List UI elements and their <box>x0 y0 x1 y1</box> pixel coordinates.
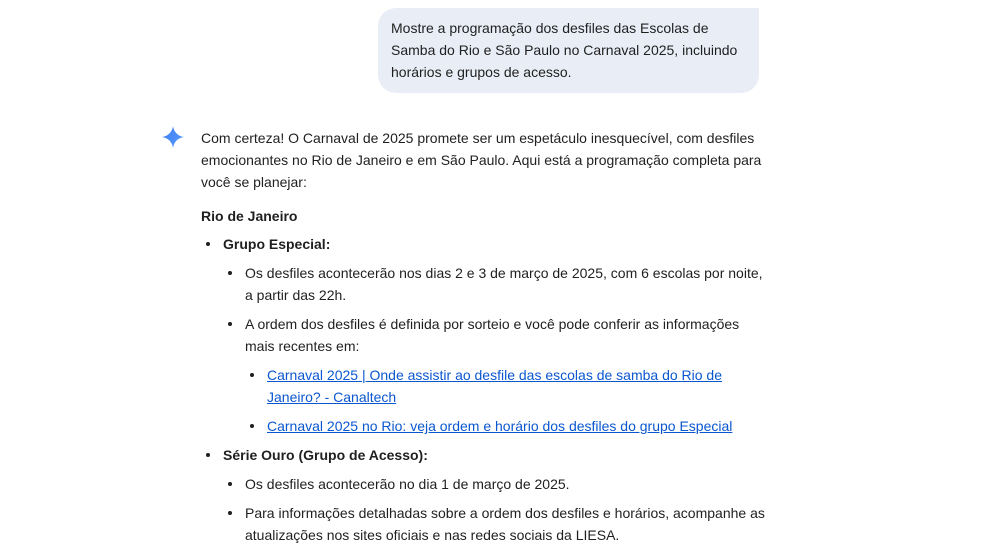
section-heading-rio: Rio de Janeiro <box>201 208 298 224</box>
group-label: Série Ouro (Grupo de Acesso): <box>223 447 428 463</box>
list-item <box>223 502 771 546</box>
group-item-serie-ouro <box>201 444 771 546</box>
groups-list <box>201 233 771 546</box>
list-item <box>223 313 771 437</box>
group-label: Grupo Especial: <box>223 236 331 252</box>
link-item <box>245 415 771 437</box>
list-item-text: Os desfiles acontecerão no dia 1 de março de 2025. <box>245 476 570 492</box>
links-list <box>245 364 771 437</box>
user-message-text: Mostre a programação dos desfiles das Escolas de Samba do Rio e São Paulo no Carnaval 2025, incluindo horários e grupos de acesso. <box>391 20 738 80</box>
group-details-list <box>223 262 771 437</box>
group-details-list <box>223 473 771 546</box>
group-item-especial <box>201 233 771 437</box>
list-item-text: Para informações detalhadas sobre a ordem dos desfiles e horários, acompanhe as atualizações nos sites oficiais e nas redes sociais da LIESA. <box>245 505 765 543</box>
link-item <box>245 364 771 408</box>
list-item-text: Os desfiles acontecerão nos dias 2 e 3 de março de 2025, com 6 escolas por noite, a partir das 22h. <box>245 265 763 303</box>
gemini-spark-icon <box>162 126 184 148</box>
list-item <box>223 262 771 306</box>
user-message-bubble <box>378 8 759 93</box>
assistant-response <box>201 127 771 547</box>
link-ordem-horario[interactable]: Carnaval 2025 no Rio: veja ordem e horário dos desfiles do grupo Especial <box>267 418 733 434</box>
list-item <box>223 473 771 495</box>
link-canaltech[interactable]: Carnaval 2025 | Onde assistir ao desfile das escolas de samba do Rio de Janeiro? - Canaltech <box>267 367 723 405</box>
response-intro: Com certeza! O Carnaval de 2025 promete ser um espetáculo inesquecível, com desfiles emocionantes no Rio de Janeiro e em São Paulo. Aqui está a programação completa para você se planejar: <box>201 130 762 190</box>
list-item-text: A ordem dos desfiles é definida por sorteio e você pode conferir as informações mais recentes em: <box>245 316 740 354</box>
